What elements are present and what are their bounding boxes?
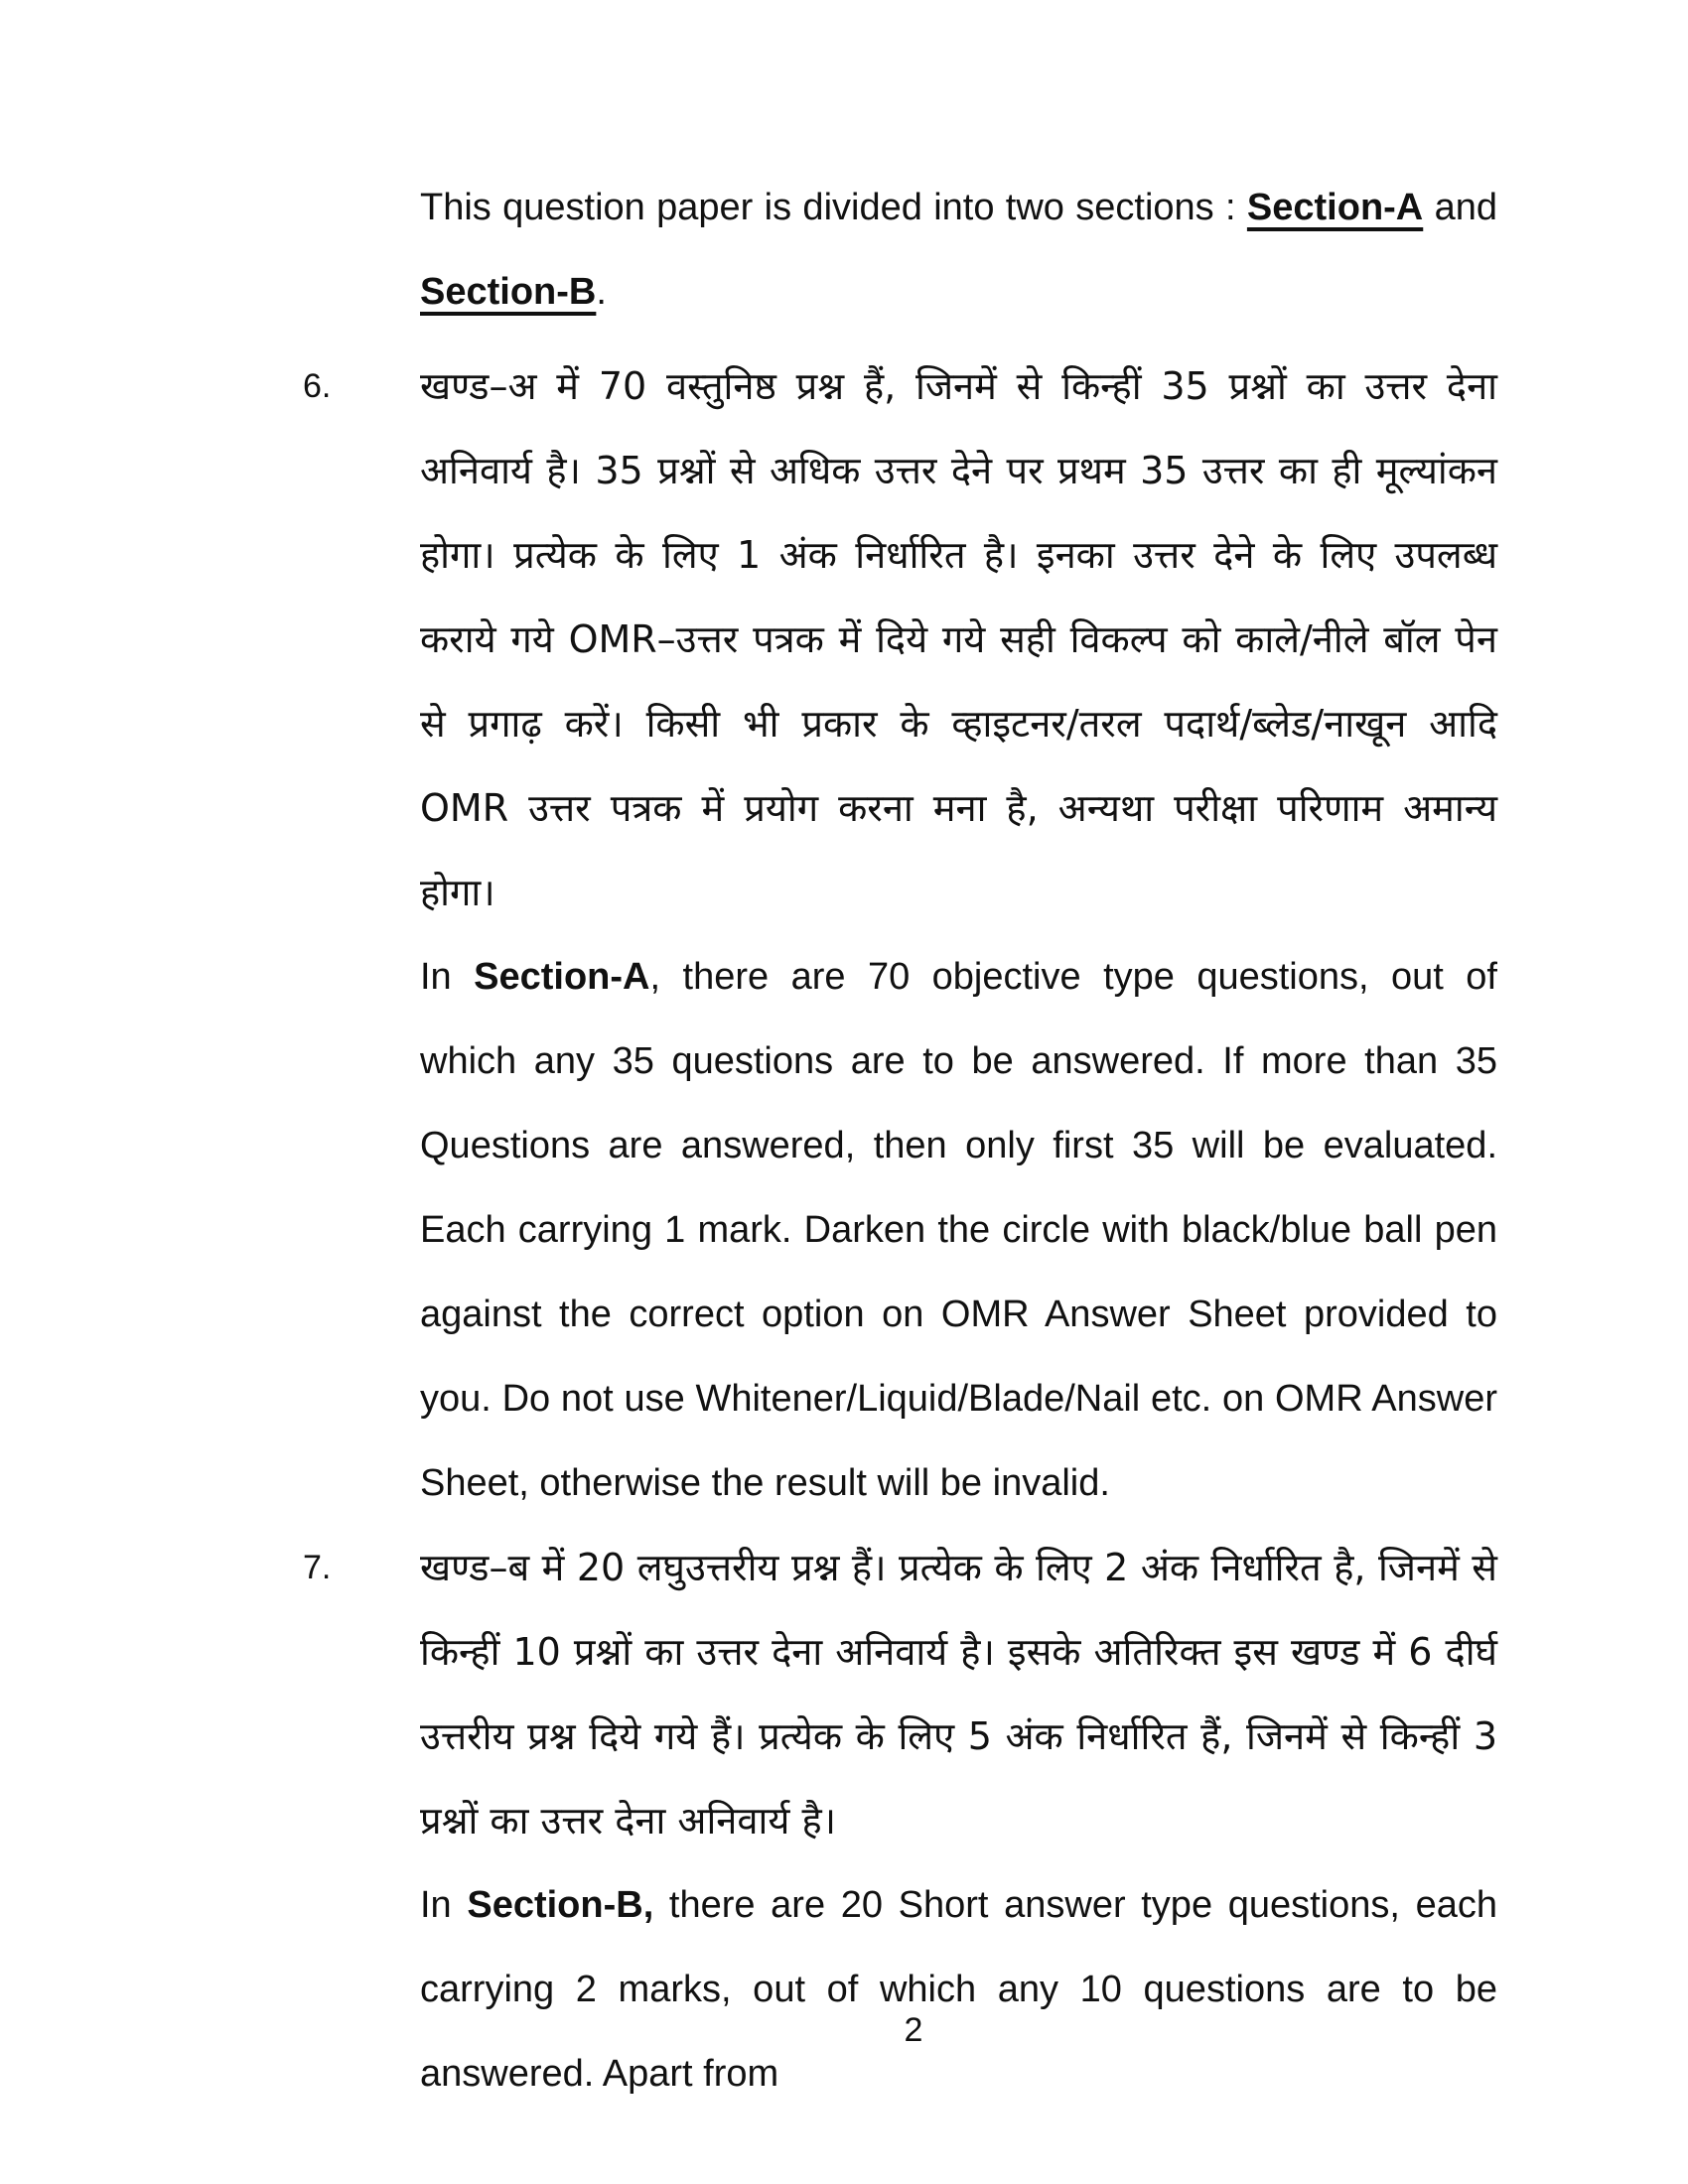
item-7-english-rest: there are 20 Short answer type questions, each carrying 2 marks, out of which any 10 questions are to be answered. Apart from: [420, 1884, 1497, 2095]
item-6-english-rest: , there are 70 objective type questions, out of which any 35 questions are to be answered. If more than 35 Questions are answered, then only first 35 will be evaluated. Each carrying 1 mark. Darken the circle with black/blue ball pen against the correct option on OMR Answer Sheet provided to you. Do not use Whitener/Liquid/Blade/Nail etc. on OMR Answer Sheet, otherwise the result will be invalid.: [420, 956, 1497, 1504]
item-7-hindi-paragraph: खण्ड–ब में 20 लघुउत्तरीय प्रश्न हैं। प्रत्येक के लिए 2 अंक निर्धारित है, जिनमें से किन्हीं 10 प्रश्नों का उत्तर देना अनिवार्य है। इसके अतिरिक्त इस खण्ड में 6 दीर्घ उत्तरीय प्रश्न दिये गये हैं। प्रत्येक के लिए 5 अंक निर्धारित हैं, जिनमें से किन्हीं 3 प्रश्नों का उत्तर देना अनिवार्य है।: [420, 1546, 1497, 1843]
item-6-hindi-paragraph: खण्ड–अ में 70 वस्तुनिष्ठ प्रश्न हैं, जिनमें से किन्हीं 35 प्रश्नों का उत्तर देना अनिवार्य है। 35 प्रश्नों से अधिक उत्तर देने पर प्रथम 35 उत्तर का ही मूल्यांकन होगा। प्रत्येक के लिए 1 अंक निर्धारित है। इनका उत्तर देने के लिए उपलब्ध कराये गये OMR–उत्तर पत्रक में दिये गये सही विकल्प को काले/नीले बॉल पेन से प्रगाढ़ करें। किसी भी प्रकार के व्हाइटनर/तरल पदार्थ/ब्लेड/नाखून आदि OMR उत्तर पत्रक में प्रयोग करना मना है, अन्यथा परीक्षा परिणाम अमान्य होगा।: [420, 364, 1497, 914]
item-7-english-paragraph: [420, 1863, 1497, 2116]
item-6-number: 6.: [303, 367, 332, 405]
instruction-item-6: [303, 344, 1497, 1526]
item-7-section-b-bold: Section-B,: [467, 1884, 654, 1926]
intro-paragraph: [420, 166, 1497, 335]
instructions-content: [303, 166, 1498, 2116]
intro-text-mid: and: [1423, 187, 1498, 228]
intro-text-pre: This question paper is divided into two sections :: [420, 187, 1247, 228]
item-7-number: 7.: [303, 1549, 332, 1586]
section-b-label: Section-B: [420, 271, 597, 313]
item-6-section-a-bold: Section-A: [474, 956, 650, 998]
page-number: 2: [904, 2011, 923, 2049]
item-7-english-pre: In: [420, 1884, 468, 1926]
intro-text-post: .: [596, 271, 607, 313]
section-a-label: Section-A: [1246, 187, 1424, 228]
item-6-english-pre: In: [420, 956, 475, 998]
item-6-english-paragraph: [420, 935, 1497, 1526]
